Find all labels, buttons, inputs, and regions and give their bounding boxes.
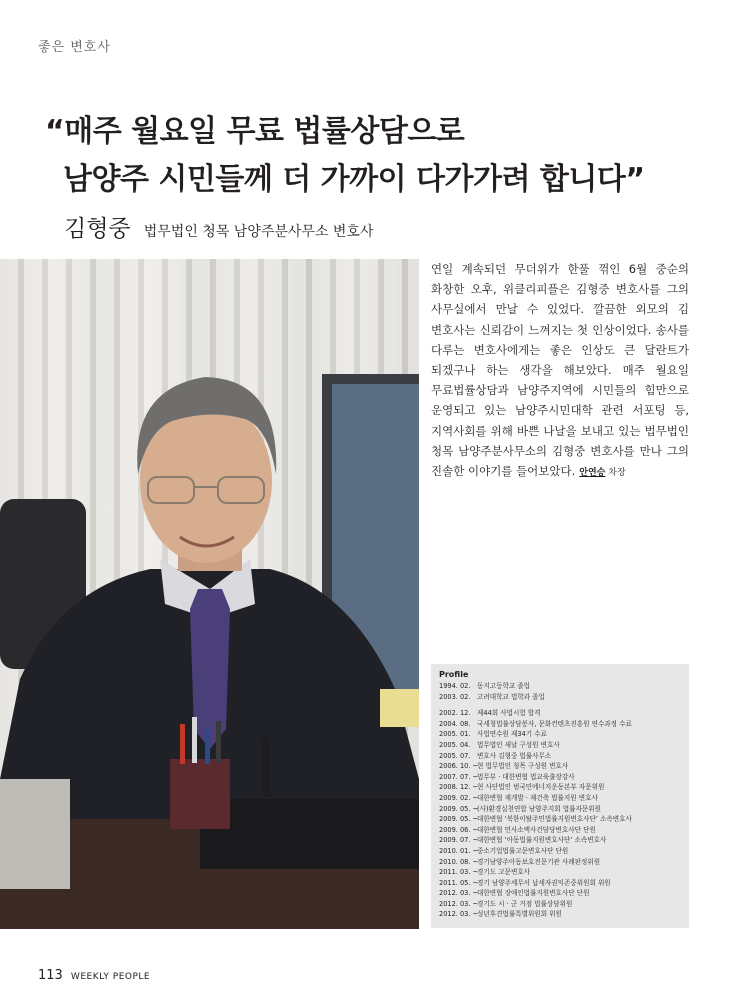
magazine-name: WEEKLY PEOPLE [70, 972, 151, 982]
profile-entry: 현 법무법인 청목 구성원 변호사 [477, 762, 569, 771]
page-footer [38, 964, 150, 983]
pen-holder [170, 759, 230, 829]
profile-entry: 법무부 · 대한변협 법교육출장강사 [477, 772, 575, 781]
pen-white [192, 717, 197, 763]
credit-name: 안연승 [579, 468, 606, 479]
section-label: 좋은 변호사 [38, 40, 111, 55]
profile-title: Profile [439, 670, 469, 679]
profile-row [439, 772, 681, 783]
portrait-photo [0, 259, 419, 929]
profile-row [439, 878, 681, 889]
profile-date: 2002. 12. [439, 709, 471, 718]
profile-entry: 경기남양주아동보호전문기관 사례판정위원 [477, 857, 601, 866]
portrait-illustration [0, 259, 419, 929]
profile-date: 2009. 07. ~ [439, 836, 479, 845]
profile-date: 2009. 06. ~ [439, 825, 479, 834]
profile-entry: 대한변협 장애인법률지원변호사단 단원 [477, 889, 590, 898]
profile-date: 2008. 12. ~ [439, 783, 479, 792]
profile-entry: 제44회 사법시험 합격 [477, 709, 541, 718]
profile-education-list [439, 681, 681, 702]
profile-date: 2005. 01. [439, 730, 471, 739]
profile-entry: (사)환경실천연합 남양주지회 법률자문위원 [477, 804, 601, 813]
profile-row [439, 751, 681, 762]
interviewee-name: 김형중 [64, 216, 131, 242]
profile-date: 2011. 05. ~ [439, 878, 479, 887]
profile-date: 1994. 02. [439, 682, 471, 690]
profile-row [439, 814, 681, 825]
profile-date: 2009. 02. ~ [439, 793, 479, 802]
profile-row [439, 692, 681, 703]
profile-row [439, 909, 681, 920]
profile-date: 2012. 03. ~ [439, 889, 479, 898]
headline-line-2: 남양주 시민들께 더 가까이 다가가려 합니다” [63, 162, 645, 197]
page-number: 113 [38, 968, 63, 983]
headline [45, 108, 725, 204]
profile-entry: 대한변협 재개발 · 재건축 법률지원 변호사 [477, 793, 598, 802]
profile-row [439, 835, 681, 846]
profile-entry: 대한변협 민사소액사건담당변호사단 단원 [477, 825, 596, 834]
article-credit [579, 468, 625, 478]
article-text: 연일 계속되던 무더위가 한풀 꺾인 6월 중순의 화창한 오후, 위클리피플은 김형중 변호사를 그의 사무실에서 만날 수 있었다. 깔끔한 외모의 김 변호사는 신뢰감이 느껴지는 첫 인상이었다. 송사를 다루는 변호사에게는 좋은 인상도 큰 달란트가 되겠구나 하는 생각을 해보았다. 매주 월요일 무료법률상담과 남양주지역에 시민들의 힘만으로 운영되고 있는 남양주시민대학 관련 서포팅 등, 지역사회를 위해 바쁜 나날을 보내고 있는 법무법인 청목 남양주분사무소의 김형중 변호사를 만나 그의 진솔한 이야기를 들어보았다. [431, 262, 689, 479]
profile-row [439, 804, 681, 815]
profile-date: 2010. 08. ~ [439, 857, 479, 866]
profile-row [439, 681, 681, 692]
profile-box [431, 664, 689, 928]
profile-date: 2003. 02. [439, 692, 471, 701]
profile-entry: 동지고등학교 졸업 [477, 682, 531, 690]
profile-row [439, 708, 681, 719]
profile-row [439, 846, 681, 857]
profile-entry: 사법연수원 제34기 수료 [477, 730, 547, 739]
profile-entry: 중소기업법률고문변호사단 단원 [477, 846, 569, 855]
interviewee-title: 법무법인 청목 남양주분사무소 변호사 [143, 224, 374, 240]
sticky-note [380, 689, 419, 727]
pen-black [216, 721, 221, 763]
profile-entry: 경기 남양주세무서 납세자권익존중위원회 위원 [477, 878, 611, 887]
headline-line-1: “매주 월요일 무료 법률상담으로 [45, 114, 465, 149]
profile-date: 2009. 05. ~ [439, 815, 479, 824]
pen-red [180, 724, 185, 764]
profile-row [439, 719, 681, 730]
article-body [431, 259, 689, 483]
profile-date: 2005. 04. [439, 740, 471, 749]
profile-row [439, 899, 681, 910]
profile-row [439, 857, 681, 868]
profile-entry: 국세청법률상담봉사, 문화컨텐츠진흥원 연수과정 수료 [477, 719, 632, 728]
profile-row [439, 888, 681, 899]
profile-date: 2012. 03. ~ [439, 899, 479, 908]
profile-date: 2006. 10. ~ [439, 762, 479, 771]
profile-date: 2010. 01. ~ [439, 846, 479, 855]
profile-row [439, 782, 681, 793]
profile-entry: 대한변협 ‘북한이탈주민법률지원변호사단’ 소속변호사 [477, 815, 632, 824]
profile-entry: 고려대학교 법학과 졸업 [477, 692, 545, 701]
byline [64, 210, 373, 243]
nameplate [200, 799, 419, 869]
profile-date: 2004. 08. [439, 719, 471, 728]
profile-entry: 경기도 고문변호사 [477, 868, 531, 877]
profile-row [439, 729, 681, 740]
profile-row [439, 825, 681, 836]
desk-phone [0, 779, 70, 889]
marker [262, 737, 270, 797]
profile-date: 2012. 03. ~ [439, 910, 479, 919]
profile-row [439, 740, 681, 751]
profile-entry: 변호사 김형중 법률사무소 [477, 751, 552, 760]
profile-career-list [439, 708, 681, 920]
profile-date: 2007. 07. ~ [439, 772, 479, 781]
profile-date: 2005. 07. [439, 751, 471, 760]
profile-entry: 법무법인 새날 구성원 변호사 [477, 740, 560, 749]
profile-entry: 성년후견법률특별위원회 위원 [477, 910, 562, 919]
profile-row [439, 793, 681, 804]
profile-row [439, 867, 681, 878]
pen-blue [205, 729, 210, 764]
profile-entry: 대한변협 ‘아동법률지원변호사단’ 소속변호사 [477, 836, 607, 845]
profile-entry: 경기도 시 · 군 거점 법률상담위원 [477, 899, 573, 908]
profile-entry: 현 사단법인 범국민에너지운동본부 자문위원 [477, 783, 605, 792]
profile-date: 2011. 03. ~ [439, 868, 479, 877]
credit-role: 차장 [608, 468, 626, 479]
profile-date: 2009. 05. ~ [439, 804, 479, 813]
profile-row [439, 761, 681, 772]
